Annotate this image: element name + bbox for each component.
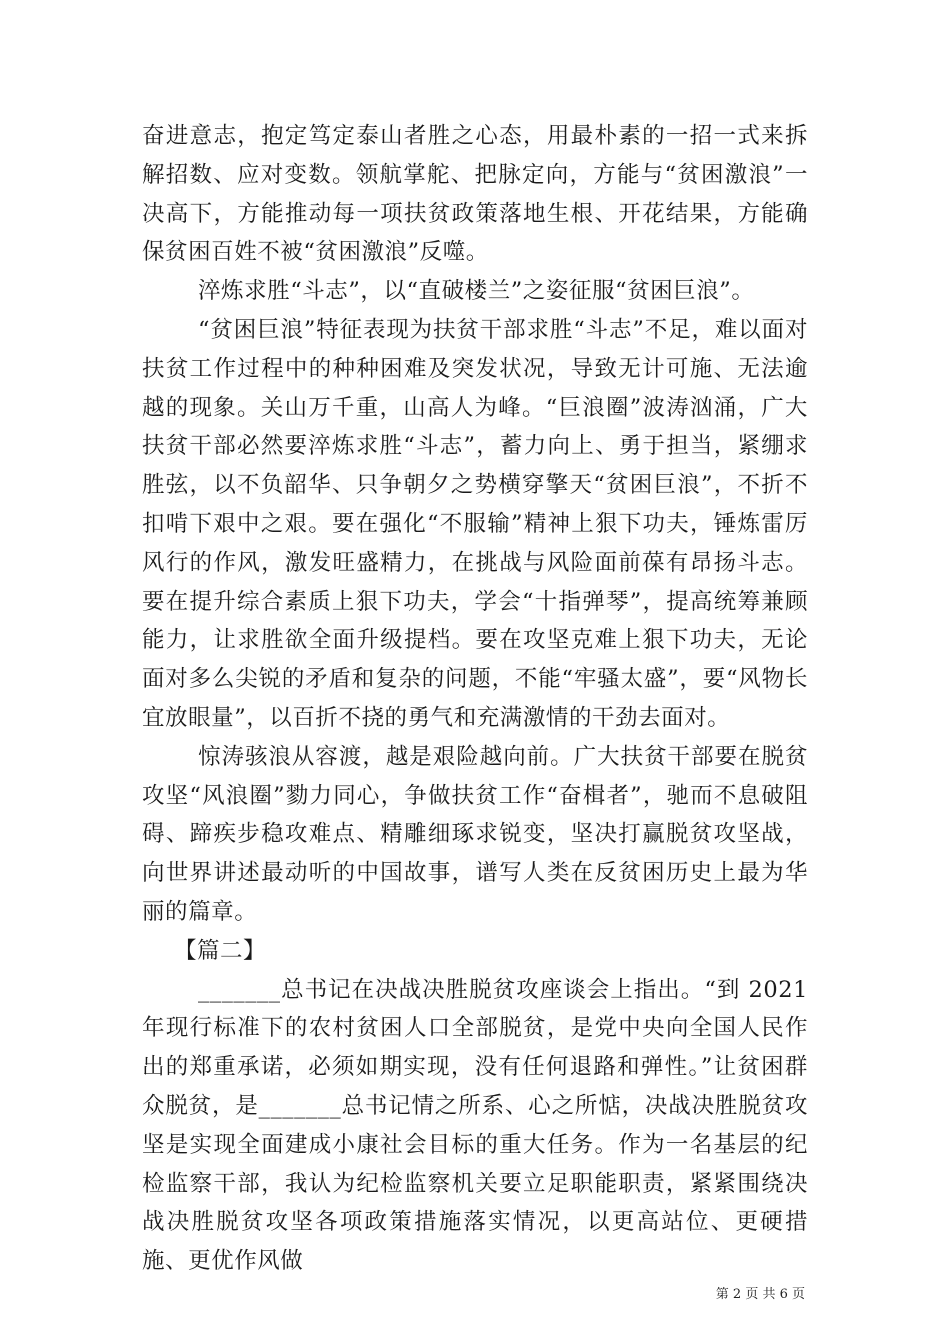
document-body	[142, 117, 808, 1281]
paragraph-2: 淬炼求胜“斗志”，以“直破楼兰”之姿征服“贫困巨浪”。	[198, 278, 755, 305]
paragraph-1: 奋进意志，抱定笃定泰山者胜之心态，用最朴素的一招一式来拆解招数、应对变数。领航掌舵、把脉定向，方能与“贫困激浪”一决高下，方能推动每一项扶贫政策落地生根、开花结果，方能确保贫困百姓不被“贫困激浪”反噬。	[142, 123, 808, 266]
paragraph-3: “贫困巨浪”特征表现为扶贫干部求胜“斗志”不足，难以面对扶贫工作过程中的种种困难及突发状况，导致无计可施、无法逾越的现象。关山万千重，山高人为峰。“巨浪圈”波涛汹涌，广大扶贫干部必然要淬炼求胜“斗志”，蓄力向上、勇于担当，紧绷求胜弦，以不负韶华、只争朝夕之势横穿擎天“贫困巨浪”，不折不扣啃下艰中之艰。要在强化“不服输”精神上狠下功夫，锤炼雷厉风行的作风，激发旺盛精力，在挑战与风险面前葆有昂扬斗志。要在提升综合素质上狠下功夫，学会“十指弹琴”，提高统筹兼顾能力，让求胜欲全面升级提档。要在攻坚克难上狠下功夫，无论面对多么尖锐的矛盾和复杂的问题，不能“牢骚太盛”，要“风物长宜放眼量”，以百折不挠的勇气和充满激情的干劲去面对。	[142, 316, 808, 731]
paragraph-5: _______总书记在决战决胜脱贫攻座谈会上指出。“到 2021 年现行标准下的农村贫困人口全部脱贫，是党中央向全国人民作出的郑重承诺，必须如期实现，没有任何退路和弹性。”让贫困群众脱贫，是_______总书记情之所系、心之所惦，决战决胜脱贫攻坚是实现全面建成小康社会目标的重大任务。作为一名基层的纪检监察干部，我认为纪检监察机关要立足职能职责，紧紧围绕决战决胜脱贫攻坚各项政策措施落实情况，以更高站位、更硬措施、更优作风做	[142, 976, 808, 1275]
paragraph-4: 惊涛骇浪从容渡，越是艰险越向前。广大扶贫干部要在脱贫攻坚“风浪圈”勠力同心，争做扶贫工作“奋楫者”，驰而不息破阻碍、蹄疾步稳攻难点、精雕细琢求锐变，坚决打赢脱贫攻坚战，向世界讲述最动听的中国故事，谱写人类在反贫困历史上最为华丽的篇章。	[142, 743, 808, 925]
page-number: 第 2 页 共 6 页	[715, 1287, 805, 1302]
section-heading: 【篇二】	[174, 937, 267, 964]
